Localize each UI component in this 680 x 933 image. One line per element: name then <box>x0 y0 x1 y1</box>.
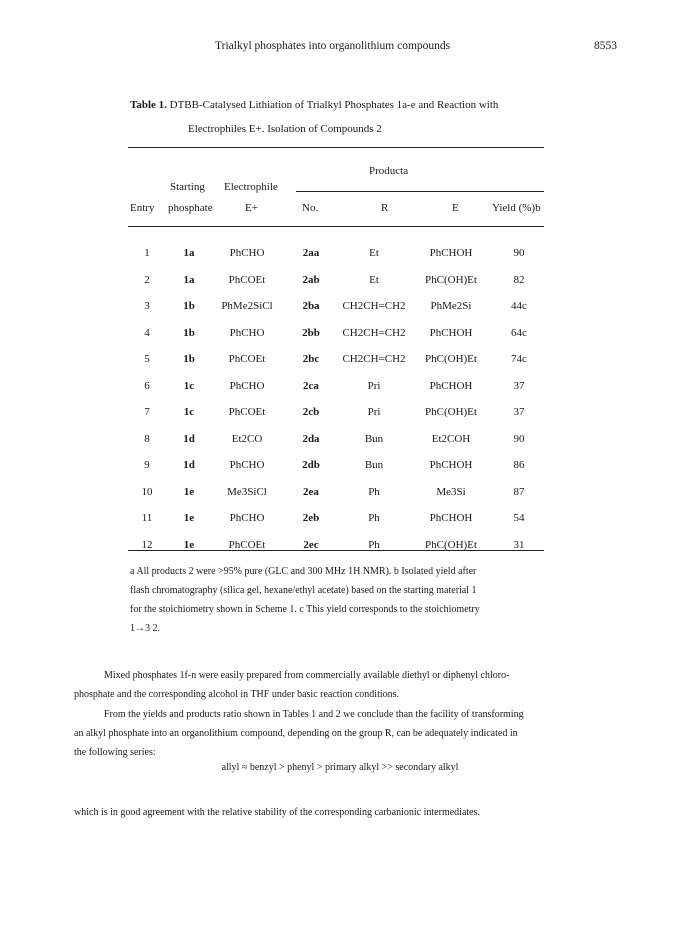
cell-e: PhCHOH <box>429 247 473 260</box>
cell-phosphate: 1e <box>183 538 195 551</box>
cell-electrophile: PhCHO <box>229 247 265 260</box>
cell-phosphate: 1d <box>183 459 195 472</box>
cell-yield: 44c <box>511 300 527 313</box>
cell-phosphate: 1b <box>183 300 195 313</box>
cell-entry: 10 <box>141 485 153 498</box>
cell-phosphate: 1d <box>183 432 195 445</box>
cell-e: PhC(OH)Et <box>425 273 477 286</box>
cell-electrophile: PhMe2SiCl <box>221 300 273 313</box>
header-entry: Entry <box>130 202 155 214</box>
cell-yield: 64c <box>511 326 527 339</box>
table-row <box>128 399 544 426</box>
cell-entry: 9 <box>144 459 150 472</box>
cell-electrophile: PhCHO <box>229 512 265 525</box>
cell-no: 2bb <box>302 326 320 339</box>
table-row <box>128 426 544 453</box>
table-label: Table 1. <box>130 99 167 111</box>
footnote-line: flash chromatography (silica gel, hexane/ethyl acetate) based on the starting material 1 <box>130 585 477 596</box>
caption-line-1 <box>130 93 560 117</box>
table-row <box>128 320 544 347</box>
table-row <box>128 373 544 400</box>
cell-no: 2ec <box>303 538 319 551</box>
cell-electrophile: PhCHO <box>229 326 265 339</box>
cell-no: 2db <box>302 459 320 472</box>
table-footnotes <box>130 562 550 638</box>
cell-entry: 5 <box>144 353 150 366</box>
cell-yield: 86 <box>513 459 525 472</box>
cell-yield: 90 <box>513 432 525 445</box>
table-top-rule <box>128 147 544 148</box>
table-row <box>128 346 544 373</box>
cell-r: Et <box>369 247 379 260</box>
cell-no: 2ea <box>303 485 319 498</box>
cell-electrophile: PhCOEt <box>228 406 266 419</box>
page-number: 8553 <box>594 40 617 52</box>
cell-electrophile: PhCOEt <box>228 538 266 551</box>
cell-e: PhC(OH)Et <box>425 406 477 419</box>
cell-no: 2aa <box>302 247 320 260</box>
table-row <box>128 505 544 532</box>
cell-e: Et2COH <box>431 432 471 445</box>
footnote-line: a All products 2 were >95% pure (GLC and 300 MHz 1H NMR). b Isolated yield after <box>130 566 477 577</box>
cell-yield: 54 <box>513 512 525 525</box>
table-row <box>128 452 544 479</box>
cell-entry: 2 <box>144 273 150 286</box>
cell-r: Bun <box>364 432 384 445</box>
header-starting: Starting <box>170 181 205 193</box>
cell-e: PhMe2Si <box>430 300 472 313</box>
header-e-plus: E+ <box>245 202 258 214</box>
header-electrophile: Electrophile <box>224 181 278 193</box>
table-row <box>128 267 544 294</box>
cell-no: 2da <box>302 432 320 445</box>
cell-phosphate: 1a <box>183 247 195 260</box>
cell-r: CH2CH=CH2 <box>342 326 406 339</box>
cell-no: 2ab <box>302 273 320 286</box>
header-e: E <box>452 202 459 214</box>
body-line: Mixed phosphates 1f-n were easily prepared from commercially available diethyl or diphenyl chloro- <box>104 670 510 681</box>
paragraph-2 <box>74 705 614 762</box>
cell-yield: 37 <box>513 379 525 392</box>
cell-r: Pri <box>367 379 381 392</box>
cell-entry: 4 <box>144 326 150 339</box>
cell-r: Ph <box>368 512 380 525</box>
cell-no: 2eb <box>302 512 320 525</box>
caption-line-2: Electrophiles E+. Isolation of Compounds 2 <box>188 123 382 135</box>
footnote-line: 1→3 2. <box>130 623 160 634</box>
cell-no: 2bc <box>302 353 320 366</box>
cell-entry: 11 <box>141 512 153 525</box>
footnote-line: for the stoichiometry shown in Scheme 1. c This yield corresponds to the stoichiometry <box>130 604 480 615</box>
body-line: an alkyl phosphate into an organolithium compound, depending on the group R, can be adequately indicated in <box>74 728 518 739</box>
cell-electrophile: Et2CO <box>231 432 263 445</box>
cell-r: Ph <box>368 485 380 498</box>
cell-electrophile: Me3SiCl <box>227 485 267 498</box>
cell-phosphate: 1e <box>183 512 195 525</box>
table-row <box>128 293 544 320</box>
cell-no: 2ca <box>303 379 319 392</box>
cell-electrophile: PhCOEt <box>228 273 266 286</box>
cell-r: CH2CH=CH2 <box>342 353 406 366</box>
cell-no: 2cb <box>302 406 320 419</box>
cell-e: PhC(OH)Et <box>425 538 477 551</box>
cell-yield: 31 <box>513 538 525 551</box>
cell-yield: 87 <box>513 485 525 498</box>
cell-entry: 1 <box>144 247 150 260</box>
cell-yield: 90 <box>513 247 525 260</box>
cell-phosphate: 1c <box>183 379 195 392</box>
caption-text-1: DTBB-Catalysed Lithiation of Trialkyl Phosphates 1a-e and Reaction with <box>169 99 499 111</box>
cell-entry: 12 <box>141 538 153 551</box>
table-header-rule <box>128 226 544 227</box>
table-caption <box>130 93 560 141</box>
cell-entry: 7 <box>144 406 150 419</box>
closing-sentence: which is in good agreement with the relative stability of the corresponding carbanionic intermediates. <box>74 807 480 818</box>
cell-e: PhCHOH <box>429 379 473 392</box>
cell-electrophile: PhCOEt <box>228 353 266 366</box>
paragraph-1 <box>74 666 614 704</box>
cell-r: Ph <box>368 538 380 551</box>
cell-yield: 37 <box>513 406 525 419</box>
cell-e: PhCHOH <box>429 459 473 472</box>
body-line: From the yields and products ratio shown in Tables 1 and 2 we conclude than the facility of transforming <box>104 709 524 720</box>
cell-e: Me3Si <box>436 485 466 498</box>
cell-phosphate: 1b <box>183 326 195 339</box>
cell-e: PhCHOH <box>429 512 473 525</box>
cell-e: PhCHOH <box>429 326 473 339</box>
cell-yield: 74c <box>511 353 527 366</box>
cell-entry: 3 <box>144 300 150 313</box>
table-bottom-rule <box>128 550 544 551</box>
cell-r: Bun <box>364 459 384 472</box>
cell-electrophile: PhCHO <box>229 459 265 472</box>
body-line: the following series: <box>74 747 156 758</box>
cell-phosphate: 1b <box>183 353 195 366</box>
cell-r: Et <box>369 273 379 286</box>
table-row <box>128 479 544 506</box>
cell-r: Pri <box>367 406 381 419</box>
running-title: Trialkyl phosphates into organolithium compounds <box>215 40 451 52</box>
product-group-rule <box>296 191 544 192</box>
cell-e: PhC(OH)Et <box>425 353 477 366</box>
cell-phosphate: 1a <box>183 273 195 286</box>
cell-entry: 8 <box>144 432 150 445</box>
cell-electrophile: PhCHO <box>229 379 265 392</box>
header-product-group: Producta <box>369 165 409 177</box>
header-yield: Yield (%)b <box>492 202 541 214</box>
header-phosphate: phosphate <box>168 202 213 214</box>
header-no: No. <box>302 202 319 214</box>
cell-phosphate: 1e <box>183 485 195 498</box>
cell-entry: 6 <box>144 379 150 392</box>
table-row <box>128 240 544 267</box>
table-row <box>128 532 544 559</box>
cell-yield: 82 <box>513 273 525 286</box>
cell-no: 2ba <box>302 300 320 313</box>
body-line: phosphate and the corresponding alcohol in THF under basic reaction conditions. <box>74 689 400 700</box>
header-r: R <box>381 202 389 214</box>
reactivity-series: allyl ≈ benzyl > phenyl > primary alkyl >> secondary alkyl <box>221 762 459 773</box>
cell-r: CH2CH=CH2 <box>342 300 406 313</box>
data-table <box>128 240 544 558</box>
cell-phosphate: 1c <box>183 406 195 419</box>
